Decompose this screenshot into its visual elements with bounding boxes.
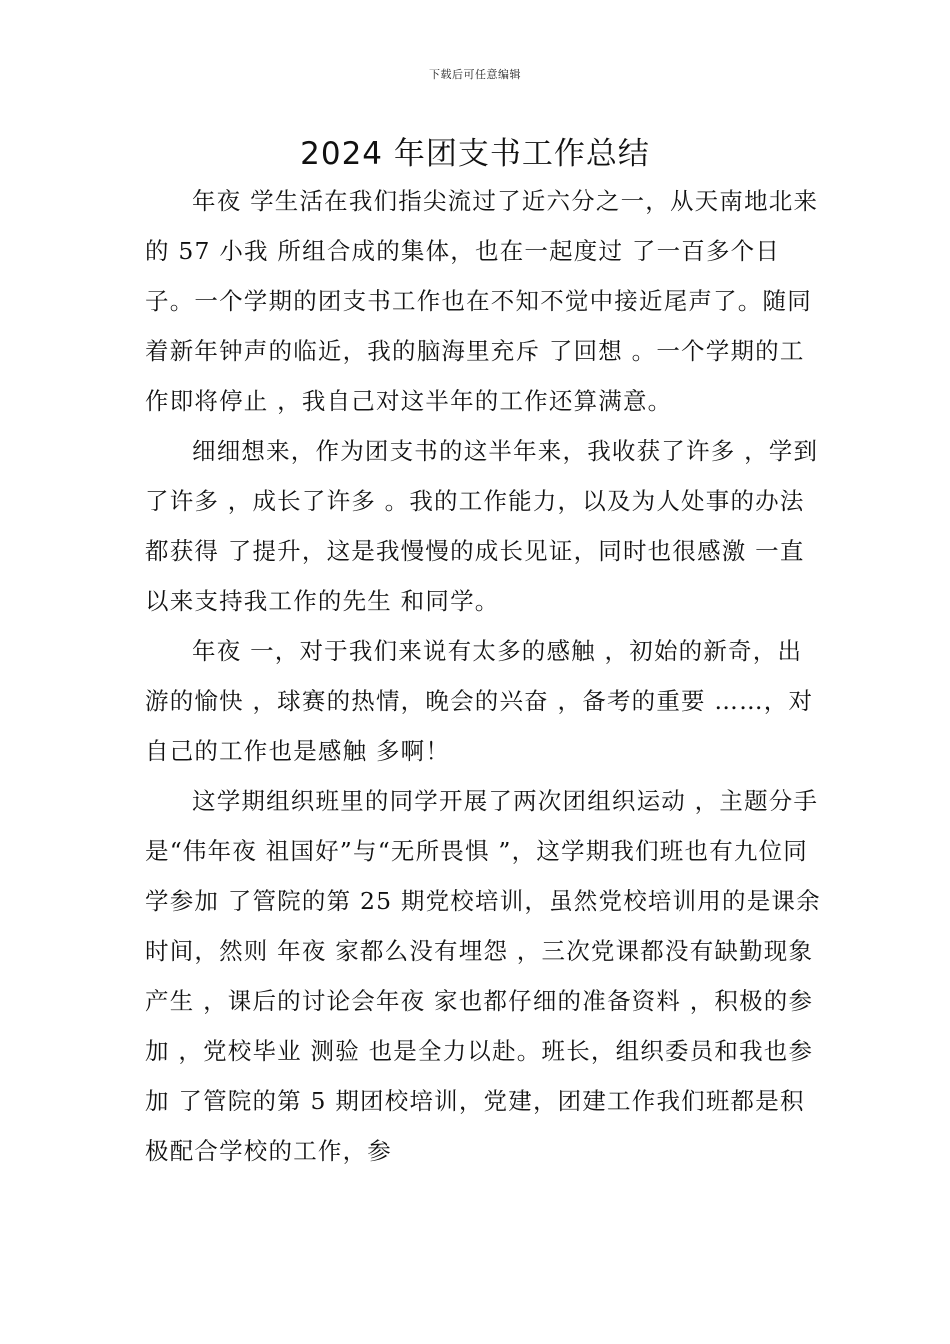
paragraph-1: 年夜 学生活在我们指尖流过了近六分之一，从天南地北来的 57 小我 所组合成的集体，也在一起度过 了一百多个日子。一个学期的团支书工作也在不知不觉中接近尾声了。随同 着新年钟声的临近，我的脑海里充斥 了回想 。一个学期的工作即将停止 ，我自己对这半年的工作还算满意。 — [145, 187, 821, 415]
paragraph-2: 细细想来，作为团支书的这半年来，我收获了许多 ，学到了许多 ，成长了许多 。我的工作能力，以及为人处事的办法 都获得 了提升，这是我慢慢的成长见证，同时也很感激 一直以来支持我工作的先生 和同学。 — [145, 437, 819, 615]
document-title: 2024 年团支书工作总结 — [300, 136, 650, 172]
header-note: 下载后可任意编辑 — [429, 68, 521, 81]
paragraph-4: 这学期组织班里的同学开展了两次团组织运动 ，主题分手 是“伟年夜 祖国好”与“无所畏惧 ”，这学期我们班也有九位同学参加 了管院的第 25 期党校培训，虽然党校培训用的是课余时间，然则 年夜 家都么没有埋怨 ，三次党课都没有缺勤现象产生 ，课后的讨论会年夜 家也都仔细的准备资料 ，积极的参加 ，党校毕业 测验 也是全力以赴。班长，组织委员和我也参加 了管院的第 5 期团校培训，党建，团建工作我们班都是积极配合学校的工作，参 — [145, 787, 827, 1165]
document-body — [145, 176, 825, 1176]
paragraph-3: 年夜 一，对于我们来说有太多的感触 ，初始的新奇，出游的愉快 ，球赛的热情，晚会的兴奋 ，备考的重要 ……，对自己的工作也是感触 多啊！ — [145, 637, 814, 765]
